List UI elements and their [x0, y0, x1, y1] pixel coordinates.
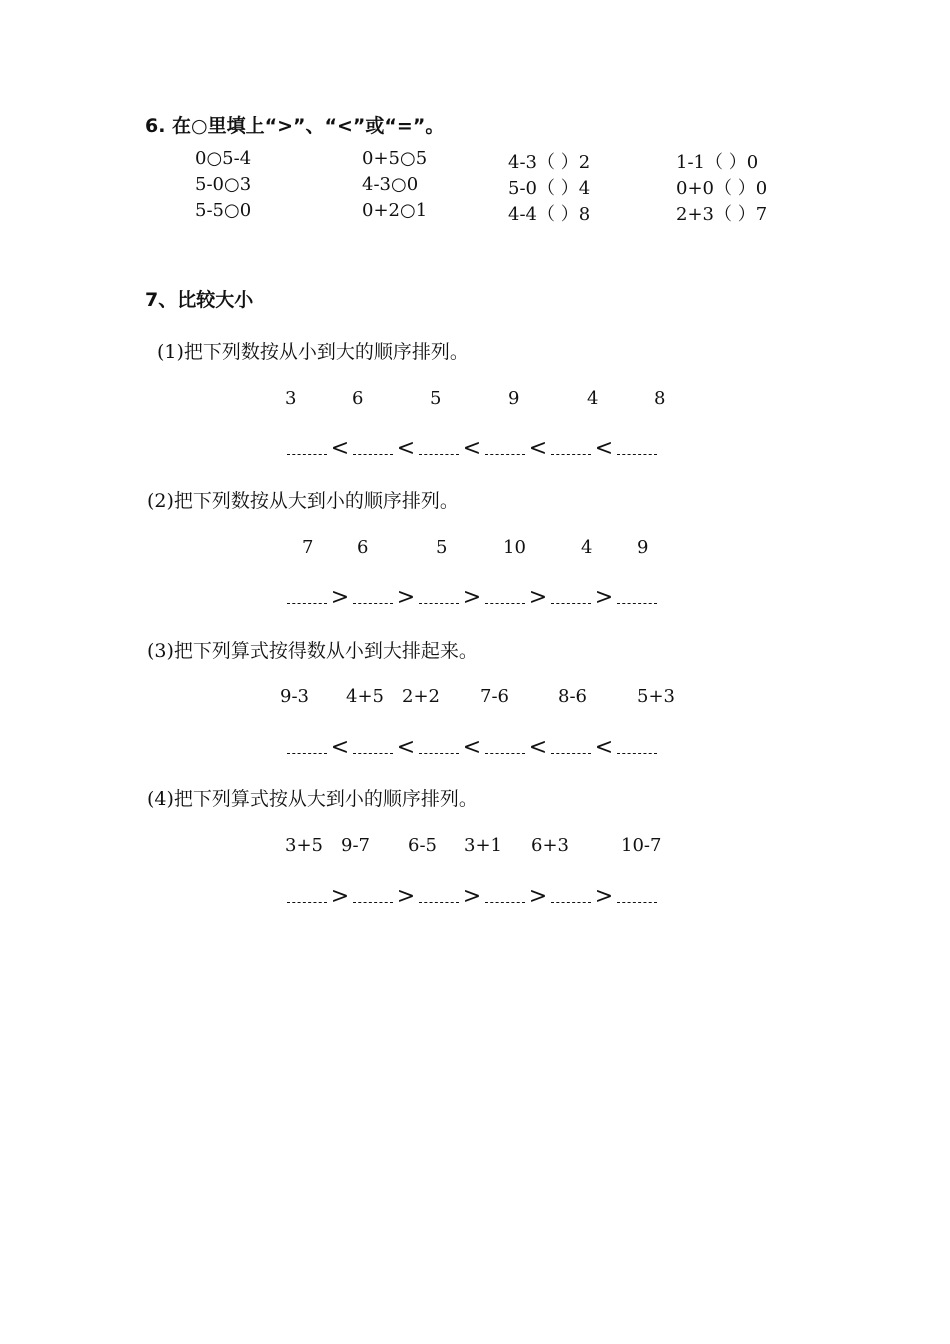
expression-item: 4+5	[346, 686, 384, 707]
answer-blank[interactable]	[287, 890, 327, 903]
answer-blank[interactable]	[485, 591, 525, 604]
expression-item: 2+2	[402, 686, 440, 707]
q6-cell[interactable]: 0+5○5	[362, 148, 428, 169]
expression-item: 9-7	[341, 835, 370, 856]
expression-item: 9-3	[280, 686, 309, 707]
answer-blank[interactable]	[419, 591, 459, 604]
number-item: 6	[357, 537, 369, 558]
answer-blank[interactable]	[287, 741, 327, 754]
less-than-symbol: <	[528, 735, 548, 760]
answer-blank[interactable]	[287, 442, 327, 455]
answer-blank[interactable]	[551, 890, 591, 903]
answer-blank[interactable]	[353, 591, 393, 604]
q6-cell[interactable]: 1-1（ ）0	[676, 152, 759, 173]
expression-item: 8-6	[558, 686, 587, 707]
answer-blank[interactable]	[353, 442, 393, 455]
greater-than-symbol: >	[594, 884, 614, 909]
greater-than-symbol: >	[462, 585, 482, 610]
less-than-symbol: <	[330, 735, 350, 760]
q6-cell[interactable]: 2+3（ ）7	[676, 204, 768, 225]
answer-blank[interactable]	[617, 890, 657, 903]
number-item: 6	[352, 388, 364, 409]
q7-part4-answer-row	[287, 884, 657, 909]
number-item: 10	[503, 537, 526, 558]
number-item: 7	[302, 537, 314, 558]
answer-blank[interactable]	[353, 890, 393, 903]
answer-blank[interactable]	[419, 442, 459, 455]
greater-than-symbol: >	[396, 884, 416, 909]
answer-blank[interactable]	[353, 741, 393, 754]
greater-than-symbol: >	[462, 884, 482, 909]
answer-blank[interactable]	[485, 442, 525, 455]
q7-part1-instruction: (1)把下列数按从小到大的顺序排列。	[157, 341, 469, 363]
less-than-symbol: <	[528, 436, 548, 461]
number-item: 9	[508, 388, 520, 409]
q7-part3-instruction: (3)把下列算式按得数从小到大排起来。	[147, 640, 478, 662]
less-than-symbol: <	[396, 735, 416, 760]
number-item: 4	[587, 388, 599, 409]
q7-part4-instruction: (4)把下列算式按从大到小的顺序排列。	[147, 788, 478, 810]
q6-cell[interactable]: 0+2○1	[362, 200, 428, 221]
answer-blank[interactable]	[485, 890, 525, 903]
answer-blank[interactable]	[485, 741, 525, 754]
less-than-symbol: <	[594, 735, 614, 760]
answer-blank[interactable]	[551, 442, 591, 455]
q7-part3-answer-row	[287, 735, 657, 760]
greater-than-symbol: >	[396, 585, 416, 610]
q6-cell[interactable]: 4-3（ ）2	[508, 152, 591, 173]
answer-blank[interactable]	[551, 741, 591, 754]
q7-part2-answer-row	[287, 585, 657, 610]
less-than-symbol: <	[462, 735, 482, 760]
number-item: 3	[285, 388, 297, 409]
q7-part1-answer-row	[287, 436, 657, 461]
number-item: 4	[581, 537, 593, 558]
greater-than-symbol: >	[594, 585, 614, 610]
q7-part2-instruction: (2)把下列数按从大到小的顺序排列。	[147, 490, 459, 512]
greater-than-symbol: >	[330, 585, 350, 610]
q6-title: 6. 在○里填上“>”、“<”或“=”。	[145, 115, 445, 137]
q6-cell[interactable]: 4-4（ ）8	[508, 204, 591, 225]
q6-cell[interactable]: 0+0（ ）0	[676, 178, 768, 199]
expression-item: 3+5	[285, 835, 323, 856]
answer-blank[interactable]	[419, 890, 459, 903]
answer-blank[interactable]	[419, 741, 459, 754]
expression-item: 5+3	[637, 686, 675, 707]
q7-title: 7、比较大小	[145, 289, 254, 311]
answer-blank[interactable]	[617, 442, 657, 455]
less-than-symbol: <	[330, 436, 350, 461]
expression-item: 6-5	[408, 835, 437, 856]
greater-than-symbol: >	[528, 585, 548, 610]
q6-cell[interactable]: 0○5-4	[195, 148, 252, 169]
q6-cell[interactable]: 4-3○0	[362, 174, 419, 195]
number-item: 5	[430, 388, 442, 409]
greater-than-symbol: >	[528, 884, 548, 909]
q6-cell[interactable]: 5-0○3	[195, 174, 252, 195]
answer-blank[interactable]	[617, 591, 657, 604]
greater-than-symbol: >	[330, 884, 350, 909]
answer-blank[interactable]	[287, 591, 327, 604]
q6-cell[interactable]: 5-5○0	[195, 200, 252, 221]
number-item: 8	[654, 388, 666, 409]
number-item: 9	[637, 537, 649, 558]
expression-item: 6+3	[531, 835, 569, 856]
less-than-symbol: <	[462, 436, 482, 461]
less-than-symbol: <	[396, 436, 416, 461]
less-than-symbol: <	[594, 436, 614, 461]
expression-item: 3+1	[464, 835, 502, 856]
answer-blank[interactable]	[551, 591, 591, 604]
q6-cell[interactable]: 5-0（ ）4	[508, 178, 591, 199]
number-item: 5	[436, 537, 448, 558]
expression-item: 10-7	[621, 835, 662, 856]
answer-blank[interactable]	[617, 741, 657, 754]
expression-item: 7-6	[480, 686, 509, 707]
